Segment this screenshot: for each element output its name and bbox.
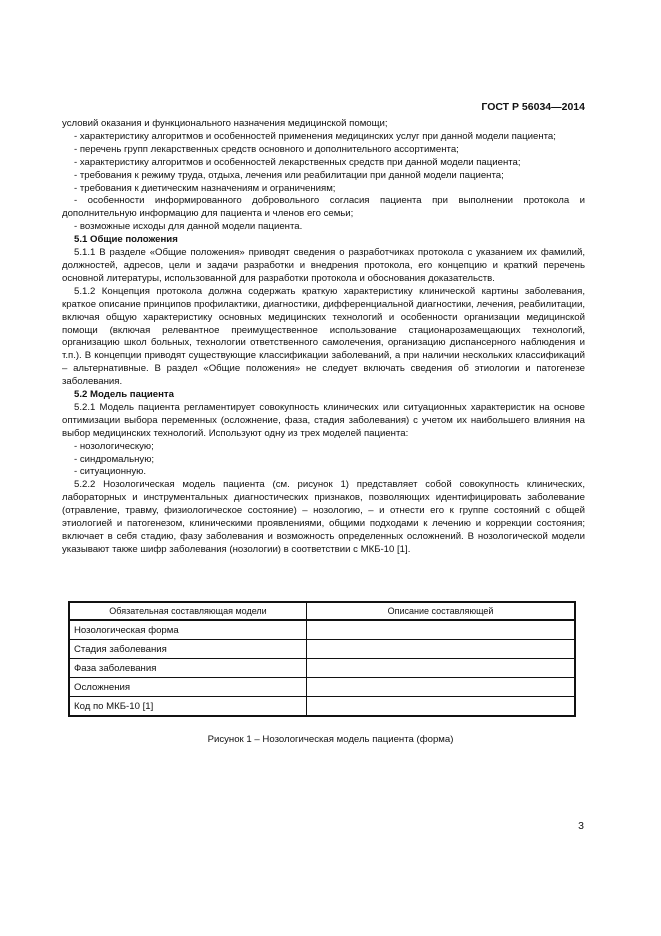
list-item: - особенности информированного добровольного согласия пациента при выполнении протокола и дополнительную информацию для пациента и членов его семьи;	[62, 195, 585, 220]
paragraph: условий оказания и функционального назначения медицинской помощи;	[62, 118, 388, 129]
table-cell: Фаза заболевания	[69, 659, 307, 678]
table-cell-empty	[307, 678, 576, 697]
table-cell-empty	[307, 620, 576, 640]
list-item: - характеристику алгоритмов и особенностей применения медицинских услуг при данной модели пациента;	[74, 130, 556, 142]
list-item: - характеристику алгоритмов и особенностей лекарственных средств при данной модели пациента;	[74, 156, 521, 168]
paragraph: 5.1.1 В разделе «Общие положения» приводят сведения о разработчиках протокола с указанием их фамилий, должностей, адресов, цели и задачи разработки и внедрения протокола, его концепцию и краткий перечень основной литературы, использованной для разработки протокола и обоснования доказательств.	[62, 247, 585, 284]
table-row	[69, 697, 575, 717]
list-item: - возможные исходы для данной модели пациента.	[74, 221, 303, 233]
paragraph: 5.2.2 Нозологическая модель пациента (см. рисунок 1) представляет собой совокупность клинических, лабораторных и инструментальных диагностических признаков, позволяющих идентифицировать заболевание (отравление, травму, физиологическое состояние) – нозологию, – и отнести его к группе состояний с общей этиологией и патогенезом, клиническими проявлениями, общими подходами к лечению и коррекции состояния; включает в себя стадию, фазу заболевания и возможность определенных осложнений. В нозологической модели указывают также шифр заболевания (нозологии) в соответствии с МКБ-10 [1].	[62, 479, 585, 555]
table-cell: Осложнения	[69, 678, 307, 697]
body-text	[62, 118, 585, 557]
list-item: - требования к диетическим назначениям и ограничениям;	[74, 182, 336, 194]
table-header-cell: Обязательная составляющая модели	[69, 602, 307, 620]
table-row	[69, 678, 575, 697]
table-header-row	[69, 602, 575, 620]
nosological-model-table	[68, 601, 576, 717]
list-item: - перечень групп лекарственных средств основного и дополнительного ассортимента;	[74, 143, 459, 155]
table-cell: Нозологическая форма	[69, 620, 307, 640]
figure-caption: Рисунок 1 – Нозологическая модель пациента (форма)	[207, 734, 454, 745]
table-cell: Стадия заболевания	[69, 640, 307, 659]
paragraph: 5.1.2 Концепция протокола должна содержать краткую характеристику клинической картины заболевания, краткое описание принципов профилактики, диагностики, дифференциальной диагностики, лечения, реабилитации, включая общую характеристику основных медицинских технологий и особенности организации медицинской помощи (включая релевантное преимущественное использование стационарозамещающих технологий, организацию школ больных, технологии ответственного самолечения, организацию диспансерного наблюдения и т.п.). В концепции приводят существующие классификации заболеваний, а при наличии нескольких классификаций – альтернативные. В раздел «Общие положения» не следует включать сведения об этиологии и патогенезе заболевания.	[62, 285, 585, 388]
list-item: - требования к режиму труда, отдыха, лечения или реабилитации при данной модели пациента;	[74, 169, 504, 181]
section-heading: 5.2 Модель пациента	[74, 389, 174, 401]
document-code: ГОСТ Р 56034—2014	[481, 101, 585, 113]
paragraph: 5.2.1 Модель пациента регламентирует совокупность клинических или ситуационных характеристик на основе оптимизации выбора переменных (осложнение, фаза, стадия заболевания) с учетом их наибольшего влияния на выбор медицинских технологий. Используют одну из трех моделей пациента:	[62, 401, 585, 439]
table-cell-empty	[307, 640, 576, 659]
table-row	[69, 659, 575, 678]
table-row	[69, 640, 575, 659]
table-cell-empty	[307, 697, 576, 717]
table-row	[69, 620, 575, 640]
section-heading: 5.1 Общие положения	[74, 234, 178, 246]
list-item: - ситуационную.	[74, 466, 146, 478]
list-item: - синдромальную;	[74, 453, 155, 465]
page-number: 3	[578, 820, 584, 832]
table-cell-empty	[307, 659, 576, 678]
table-cell: Код по МКБ-10 [1]	[69, 697, 307, 717]
table-header-cell: Описание составляющей	[307, 602, 576, 620]
list-item: - нозологическую;	[74, 440, 154, 452]
